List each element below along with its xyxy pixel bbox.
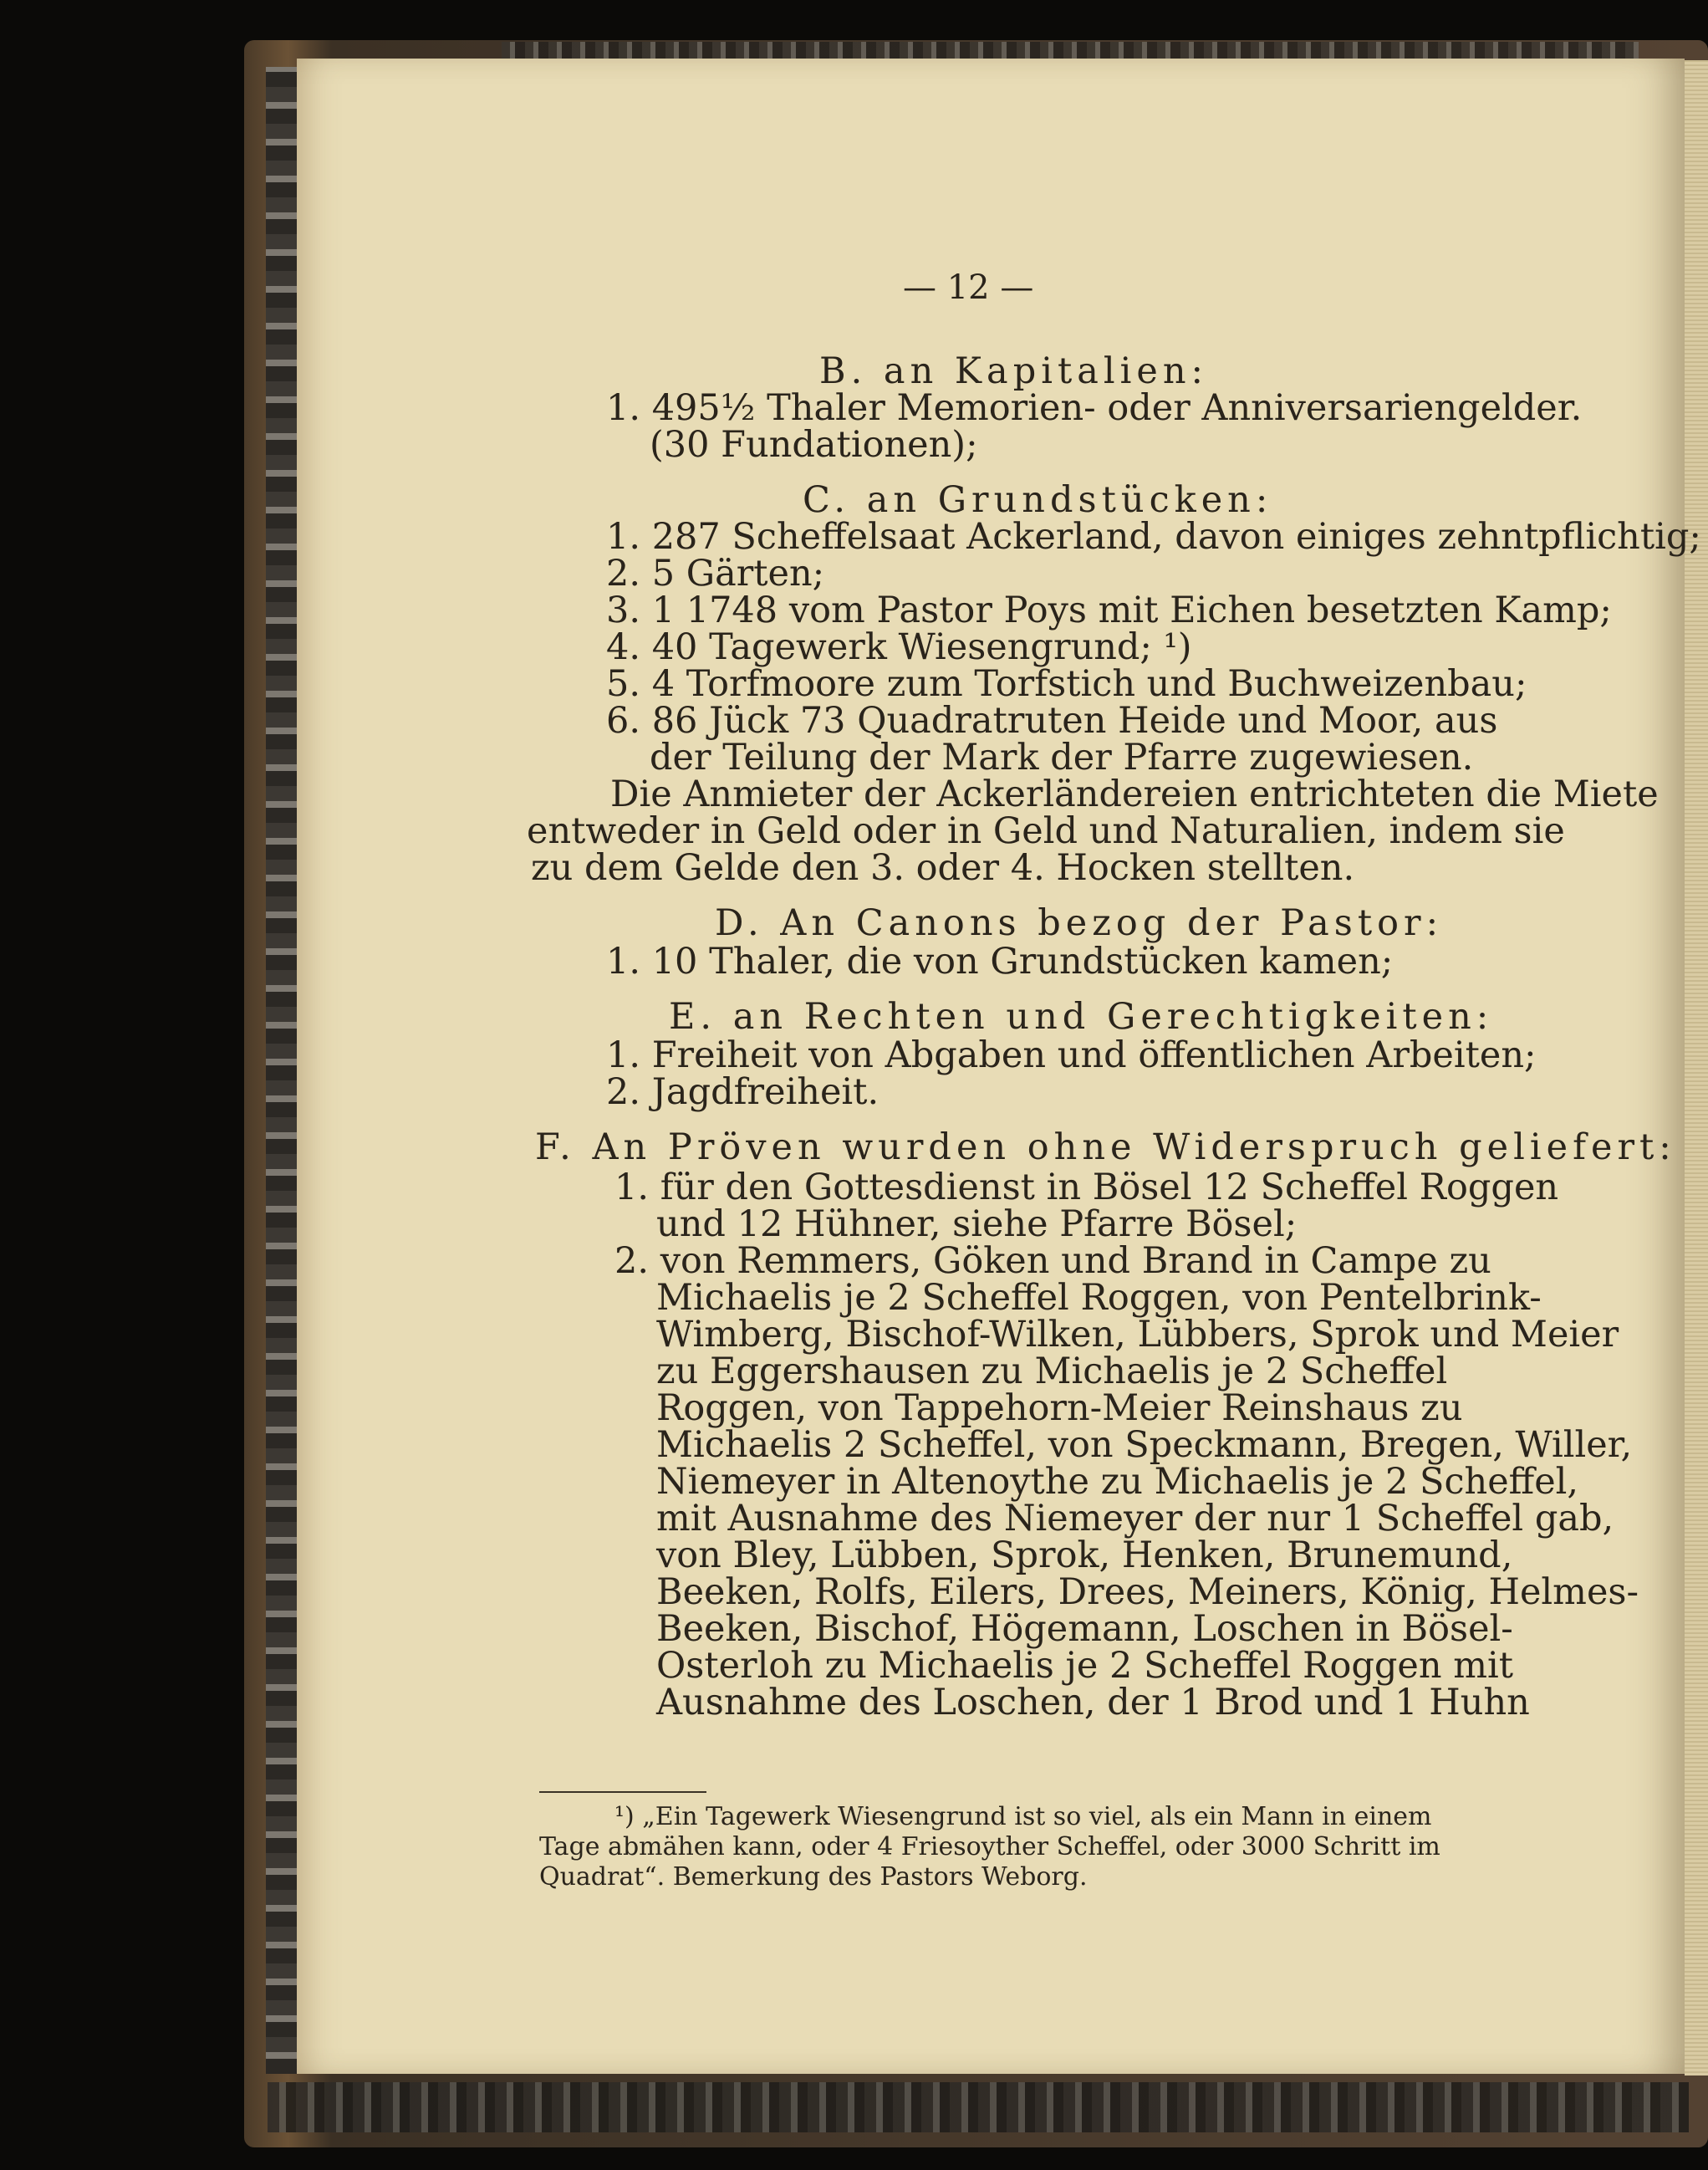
c-item: der Teilung der Mark der Pfarre zugewiesen. — [650, 737, 1474, 779]
c-item: 2. 5 Gärten; — [606, 553, 825, 595]
cover-bottom-edge — [268, 2082, 1689, 2132]
f-line: Michaelis je 2 Scheffel Roggen, von Pentelbrink- — [656, 1277, 1542, 1319]
c-item: 3. 1 1748 vom Pastor Poys mit Eichen besetzten Kamp; — [606, 590, 1612, 631]
footnote-line: Tage abmähen kann, oder 4 Friesoyther Scheffel, oder 3000 Schritt im — [539, 1832, 1440, 1861]
f-line: zu Eggershausen zu Michaelis je 2 Scheffel — [656, 1351, 1448, 1392]
cover-top-edge — [502, 42, 1639, 60]
heading-d: D. An Canons bezog der Pastor: — [715, 902, 1444, 944]
f-line: mit Ausnahme des Niemeyer der nur 1 Scheffel gab, — [656, 1498, 1614, 1539]
heading-b: B. an Kapitalien: — [819, 350, 1209, 392]
c-item: 1. 287 Scheffelsaat Ackerland, davon einiges zehntpflichtig; — [606, 516, 1701, 558]
c-paragraph-line: entweder in Geld oder in Geld und Naturalien, indem sie — [527, 810, 1565, 852]
f-line: 2. von Remmers, Göken und Brand in Campe zu — [614, 1240, 1491, 1282]
f-line: Niemeyer in Altenoythe zu Michaelis je 2 Scheffel, — [656, 1461, 1579, 1503]
footnote-line: ¹) „Ein Tagewerk Wiesengrund ist so viel, als ein Mann in einem — [614, 1802, 1432, 1831]
e-item: 2. Jagdfreiheit. — [606, 1071, 879, 1113]
page-text — [297, 59, 1701, 2074]
page-number: — 12 — — [903, 268, 1034, 307]
c-item: 5. 4 Torfmoore zum Torfstich und Buchweizenbau; — [606, 663, 1527, 705]
e-item: 1. Freiheit von Abgaben und öffentlichen Arbeiten; — [606, 1034, 1537, 1076]
heading-e: E. an Rechten und Gerechtigkeiten: — [669, 996, 1494, 1038]
f-line: und 12 Hühner, siehe Pfarre Bösel; — [656, 1203, 1298, 1245]
footnote-rule — [539, 1791, 706, 1793]
f-line: 1. für den Gottesdienst in Bösel 12 Scheffel Roggen — [614, 1167, 1559, 1208]
f-line: Michaelis 2 Scheffel, von Speckmann, Bregen, Willer, — [656, 1424, 1633, 1466]
footnote-line: Quadrat“. Bemerkung des Pastors Weborg. — [539, 1862, 1088, 1892]
f-line: von Bley, Lübben, Sprok, Henken, Brunemund, — [656, 1534, 1513, 1576]
b-item: 1. 495½ Thaler Memorien- oder Anniversariengelder. — [606, 387, 1583, 429]
c-paragraph-line: zu dem Gelde den 3. oder 4. Hocken stellten. — [531, 847, 1355, 889]
f-line: Ausnahme des Loschen, der 1 Brod und 1 Huhn — [656, 1682, 1530, 1723]
f-line: Osterloh zu Michaelis je 2 Scheffel Roggen mit — [656, 1645, 1514, 1687]
c-item: 6. 86 Jück 73 Quadratruten Heide und Moor, aus — [606, 700, 1498, 742]
page-fore-edge — [1685, 60, 1708, 2076]
f-line: Roggen, von Tappehorn-Meier Reinshaus zu — [656, 1387, 1463, 1429]
f-line: Wimberg, Bischof-Wilken, Lübbers, Sprok und Meier — [656, 1314, 1619, 1356]
book-page — [297, 59, 1701, 2074]
f-line: Beeken, Rolfs, Eilers, Drees, Meiners, König, Helmes- — [656, 1571, 1639, 1613]
b-item: (30 Fundationen); — [650, 424, 978, 466]
d-item: 1. 10 Thaler, die von Grundstücken kamen; — [606, 941, 1394, 983]
c-item: 4. 40 Tagewerk Wiesengrund; ¹) — [606, 626, 1192, 668]
c-paragraph-line: Die Anmieter der Ackerländereien entrichteten die Miete — [610, 774, 1659, 815]
heading-c: C. an Grundstücken: — [803, 479, 1273, 521]
book-spine — [266, 67, 298, 2074]
f-line: Beeken, Bischof, Högemann, Loschen in Bösel- — [656, 1608, 1513, 1650]
heading-f: F. An Pröven wurden ohne Widerspruch geliefert: — [535, 1126, 1676, 1168]
